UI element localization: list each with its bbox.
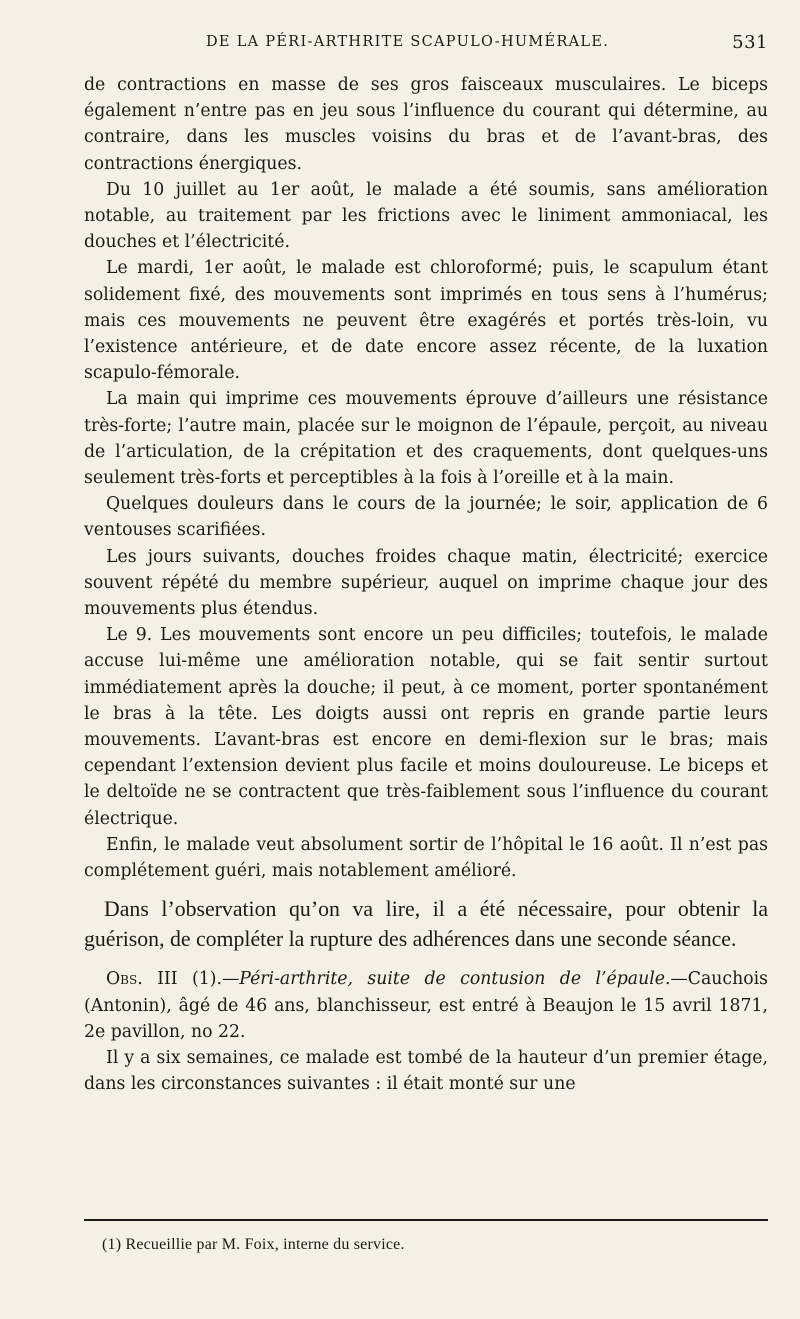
observation-intro: Dans l’observation qu’on va lire, il a été nécessaire, pour obtenir la guérison, de compléter la rupture des adhérences dans une seconde séance.	[84, 897, 768, 952]
observation-next-paragraph: Il y a six semaines, ce malade est tombé de la hauteur d’un premier étage, dans les circonstances suivantes : il était monté sur une	[84, 1047, 768, 1095]
footnote: (1) Recueillie par M. Foix, interne du service.	[102, 1236, 405, 1253]
paragraph-5: Quelques douleurs dans le cours de la journée; le soir, application de 6 ventouses scarifiées.	[84, 494, 768, 541]
paragraph-4: La main qui imprime ces mouvements éprouve d’ailleurs une résistance très-forte; l’autre main, placée sur le moignon de l’épaule, perçoit, au niveau de l’articulation, de la crépitation et des craquements, dont quelques-uns seulement très-forts et perceptibles à la fois à l’oreille et à la main.	[84, 389, 768, 489]
observation-dash-1: —	[221, 969, 240, 990]
paragraph-7: Le 9. Les mouvements sont encore un peu difficiles; toutefois, le malade accuse lui-même une amélioration notable, qui se fait sentir surtout immédiatement après la douche; il peut, à ce moment, porter spontanément le bras à la tête. Les doigts aussi ont repris en grande partie leurs mouvements. L’avant-bras est encore en demi-flexion sur le bras; mais cependant l’extension devient plus facile et moins douloureuse. Le biceps et le deltoïde ne se contractent que très-faiblement sous l’influence du courant électrique.	[84, 625, 768, 829]
observation-heading	[84, 966, 768, 1045]
running-header	[84, 28, 768, 72]
observation-text: Cauchois (Antonin), âgé de 46 ans, blanchisseur, est entré à Beaujon le 15 avril 1871, 2e pavillon, no 22.	[84, 969, 768, 1042]
observation-label: Obs. III (1).	[106, 969, 222, 990]
paragraph-1: de contractions en masse de ses gros faisceaux musculaires. Le biceps également n’entre pas en jeu sous l’influence du courant qui détermine, au contraire, dans les muscles voisins du bras et de l’avant-bras, des contractions énergiques.	[84, 75, 768, 174]
observation-block	[84, 966, 768, 1097]
body-text	[84, 72, 768, 884]
observation-dash-2: —	[670, 969, 688, 990]
paragraph-6: Les jours suivants, douches froides chaque matin, électricité; exercice souvent répété du membre supérieur, auquel on imprime chaque jour des mouvements plus étendus.	[84, 546, 768, 620]
page-number: 531	[732, 32, 768, 53]
running-title: DE LA PÉRI-ARTHRITE SCAPULO-HUMÉRALE.	[206, 34, 610, 50]
paragraph-3: Le mardi, 1er août, le malade est chloroformé; puis, le scapulum étant solidement fixé, des mouvements sont imprimés en tous sens à l’humérus; mais ces mouvements ne peuvent être exagérés et portés très-loin, vu l’existence antérieure, et de date encore assez récente, de la luxation scapulo-fémorale.	[84, 258, 768, 384]
paragraph-8: Enfin, le malade veut absolument sortir de l’hôpital le 16 août. Il n’est pas complétement guéri, mais notablement amélioré.	[84, 834, 768, 882]
observation-title: Péri-arthrite, suite de contusion de l’épaule.	[239, 969, 671, 990]
paragraph-2: Du 10 juillet au 1er août, le malade a été soumis, sans amélioration notable, au traitement par les frictions avec le liniment ammoniacal, les douches et l’électricité.	[84, 179, 768, 253]
footnote-rule	[84, 1219, 768, 1221]
